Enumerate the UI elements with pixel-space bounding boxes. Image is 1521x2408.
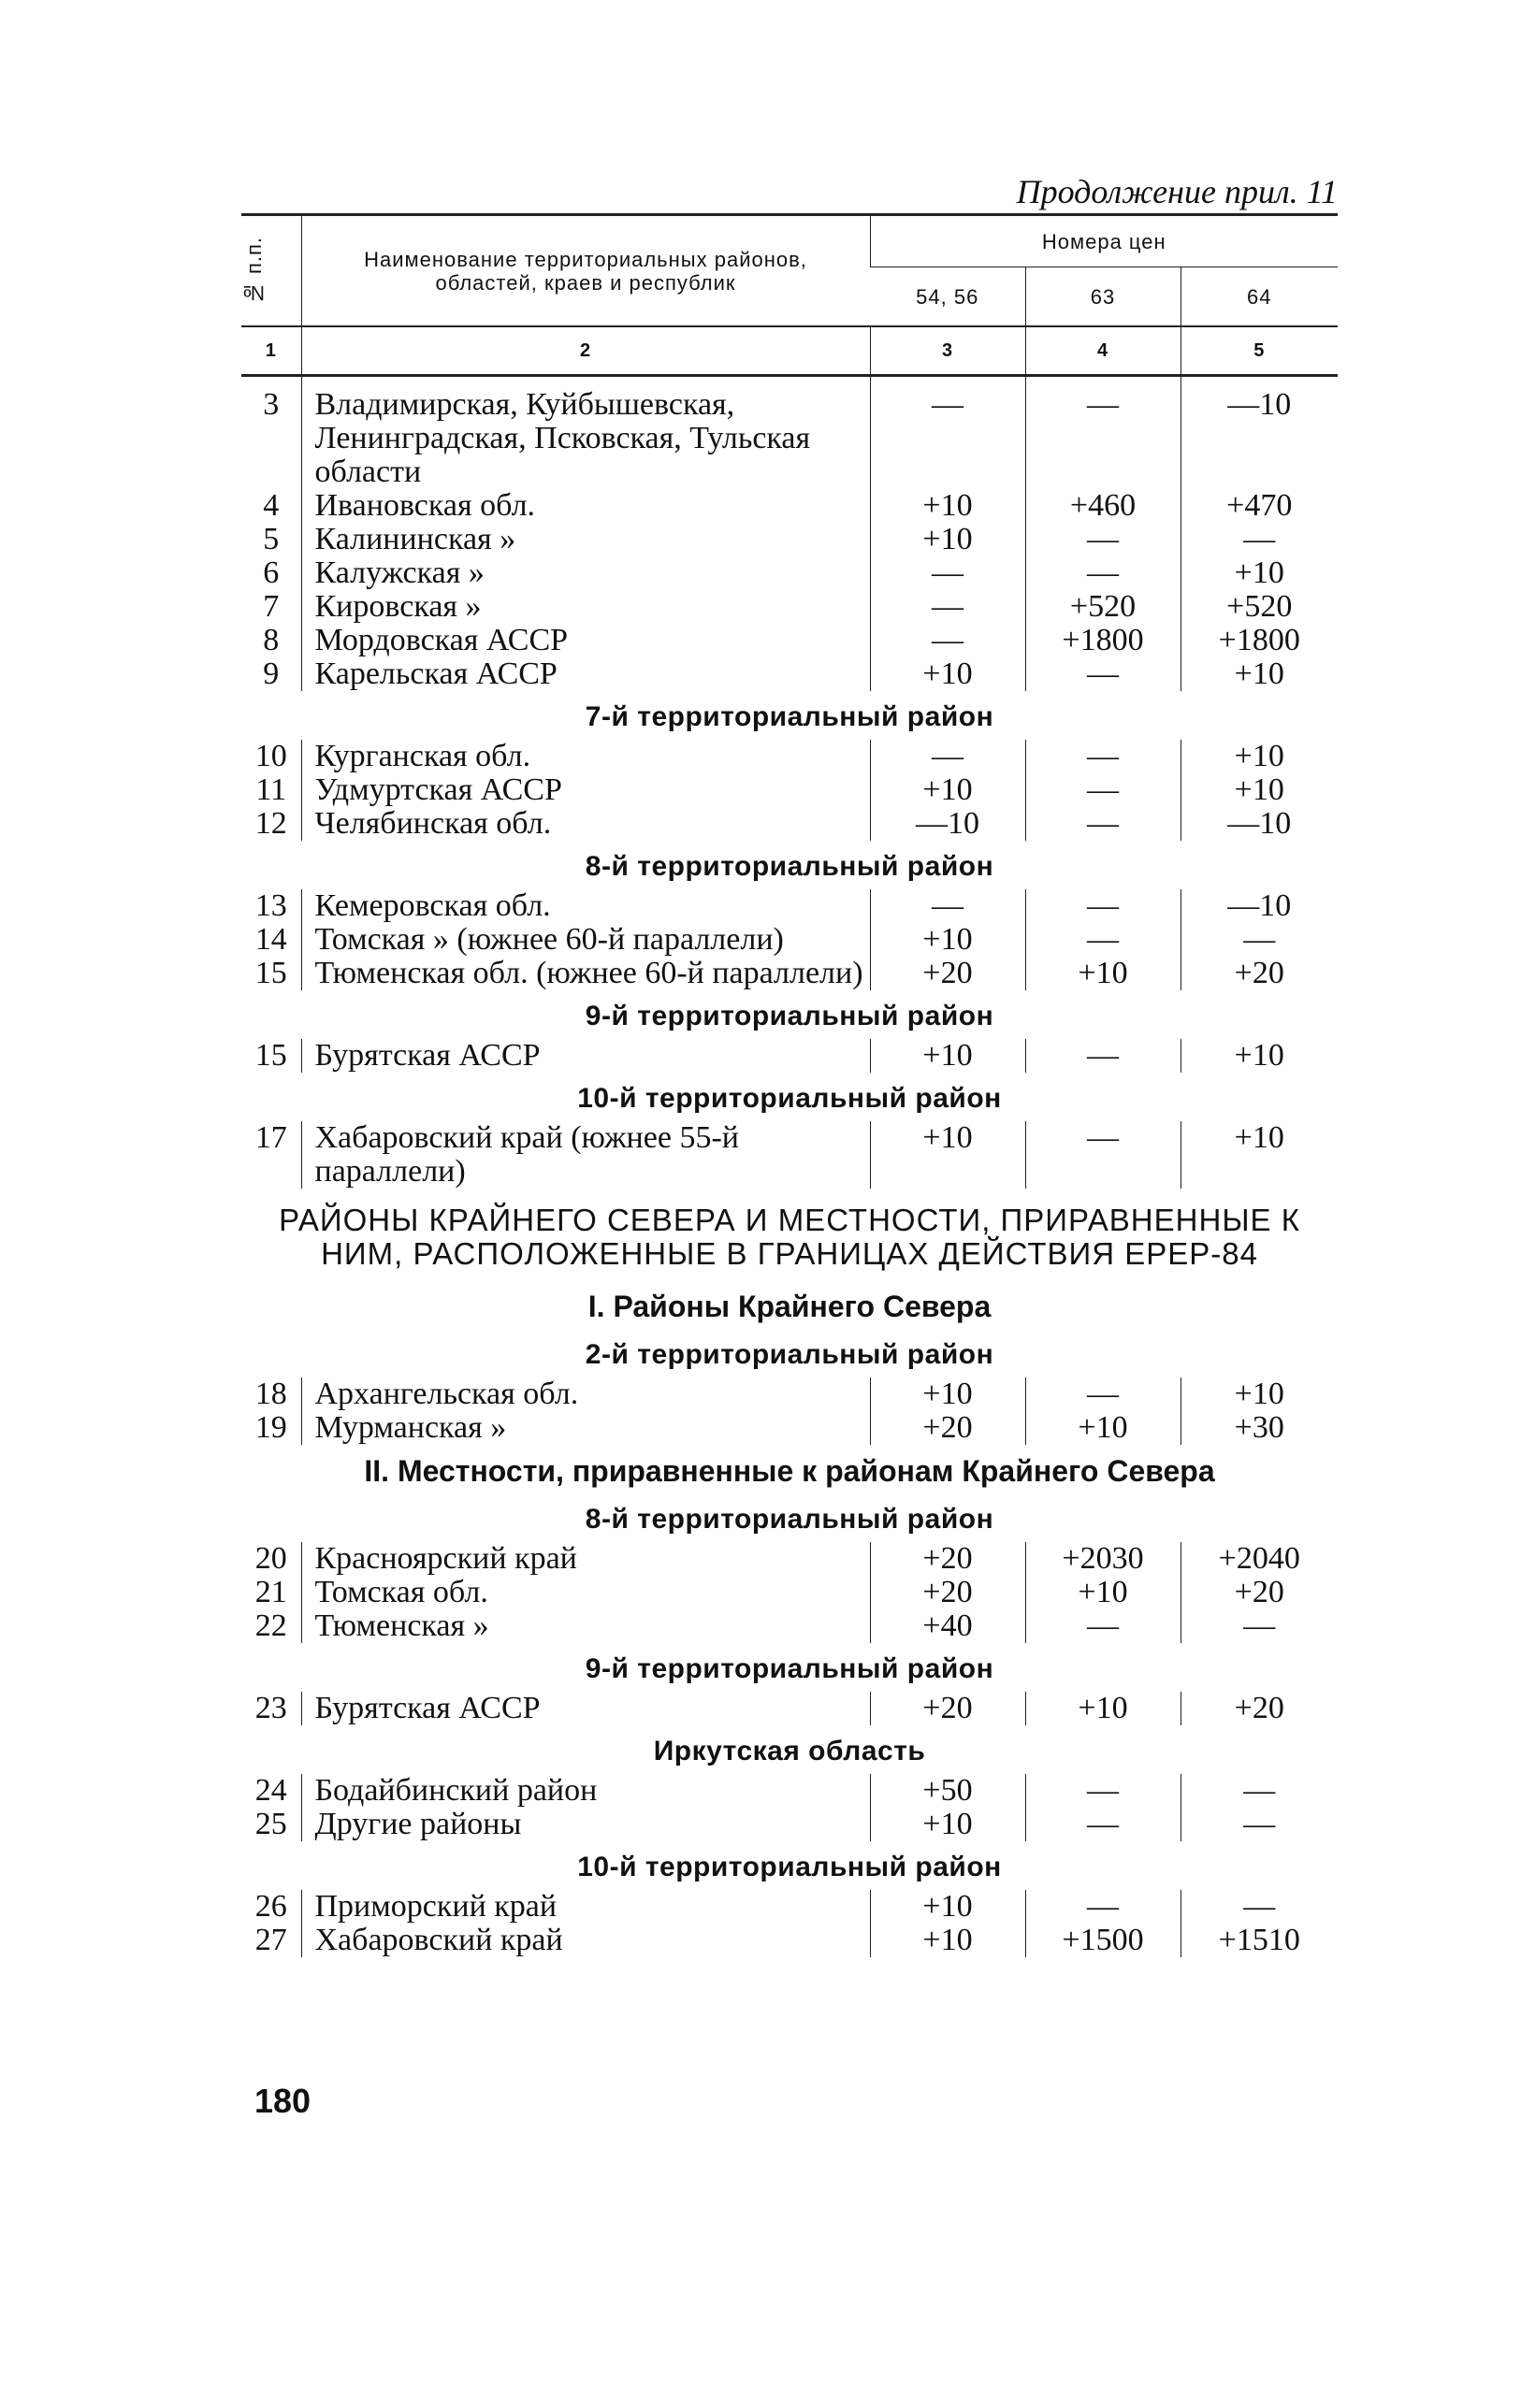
price-value-54-56: +50: [870, 1774, 1025, 1808]
section-row: [241, 1073, 1338, 1121]
price-value-63: —: [1025, 657, 1181, 691]
continuation-label: Продолжение прил. 11: [1016, 173, 1338, 210]
region-name: Хабаровский край (южнее 55-й параллели): [301, 1121, 870, 1189]
price-value-54-56: —: [870, 740, 1025, 773]
table-body: [241, 376, 1338, 1958]
region-name: Томская обл.: [301, 1576, 870, 1609]
table-row: [241, 1039, 1338, 1073]
price-value-64: +520: [1181, 590, 1338, 624]
table-row: [241, 807, 1338, 841]
price-adjustment-table: [241, 213, 1338, 1957]
price-value-63: —: [1025, 1890, 1181, 1924]
section-row: [241, 1841, 1338, 1890]
price-value-64: —: [1181, 523, 1338, 556]
region-name: Челябинская обл.: [301, 807, 870, 841]
price-value-54-56: +20: [870, 1411, 1025, 1445]
price-value-63: —: [1025, 1121, 1181, 1189]
table-row: [241, 523, 1338, 556]
section-row: [241, 990, 1338, 1039]
table-row: [241, 1609, 1338, 1643]
major-heading-row: [241, 1189, 1338, 1280]
price-value-54-56: —: [870, 889, 1025, 923]
price-value-54-56: +10: [870, 1039, 1025, 1073]
price-value-54-56: —: [870, 376, 1025, 490]
price-value-64: —: [1181, 1609, 1338, 1643]
price-value-54-56: +10: [870, 773, 1025, 807]
region-name: Мордовская АССР: [301, 624, 870, 657]
region-name: Томская » (южнее 60-й параллели): [301, 923, 870, 957]
section-heading: 9-й территориальный район: [585, 1001, 994, 1031]
row-number: 5: [263, 522, 280, 556]
section-row: [241, 1643, 1338, 1692]
region-name: Бодайбинский район: [301, 1774, 870, 1808]
row-number: 19: [254, 1410, 287, 1445]
price-value-64: +1800: [1181, 624, 1338, 657]
table-row: [241, 1411, 1338, 1445]
table-row: [241, 590, 1338, 624]
table-row: [241, 1121, 1338, 1189]
row-number: 13: [254, 888, 287, 923]
price-value-63: —: [1025, 773, 1181, 807]
page-number: 180: [254, 2082, 311, 2120]
region-name: Бурятская АССР: [301, 1039, 870, 1073]
header-index: 5: [1181, 326, 1338, 376]
price-value-64: +10: [1181, 1121, 1338, 1189]
price-value-63: —: [1025, 889, 1181, 923]
section-heading: 10-й территориальный район: [577, 1852, 1002, 1882]
section-row: [241, 841, 1338, 889]
price-value-63: —: [1025, 923, 1181, 957]
price-value-63: —: [1025, 1808, 1181, 1841]
price-value-54-56: +10: [870, 1890, 1025, 1924]
section-heading: 8-й территориальный район: [585, 1504, 994, 1535]
header-prices: Номера цен: [870, 215, 1338, 267]
row-number: 27: [254, 1923, 287, 1957]
price-value-64: —: [1181, 1774, 1338, 1808]
subheading-row: [241, 1280, 1338, 1329]
table-row: [241, 1576, 1338, 1609]
row-number: 4: [263, 488, 280, 523]
region-name: Удмуртская АССР: [301, 773, 870, 807]
price-value-64: +20: [1181, 957, 1338, 990]
region-name: Приморский край: [301, 1890, 870, 1924]
price-value-64: +20: [1181, 1692, 1338, 1725]
row-number: 7: [263, 589, 280, 624]
price-value-64: +470: [1181, 489, 1338, 523]
price-value-64: —10: [1181, 376, 1338, 490]
price-value-64: +1510: [1181, 1924, 1338, 1957]
price-value-63: —: [1025, 740, 1181, 773]
region-name: Архангельская обл.: [301, 1377, 870, 1411]
section-heading: 9-й территориальный район: [585, 1653, 994, 1684]
price-value-63: —: [1025, 1377, 1181, 1411]
region-name: Калининская »: [301, 523, 870, 556]
row-number: 24: [254, 1773, 287, 1808]
region-name: Красноярский край: [301, 1542, 870, 1576]
price-value-64: —10: [1181, 807, 1338, 841]
price-value-63: +520: [1025, 590, 1181, 624]
table-row: [241, 1542, 1338, 1576]
price-value-64: +10: [1181, 773, 1338, 807]
price-value-54-56: +20: [870, 1692, 1025, 1725]
price-value-64: —10: [1181, 889, 1338, 923]
price-value-54-56: +10: [870, 1924, 1025, 1957]
price-value-54-56: —: [870, 556, 1025, 590]
row-number: 17: [254, 1120, 287, 1155]
price-value-54-56: +10: [870, 1121, 1025, 1189]
table-row: [241, 1808, 1338, 1841]
price-value-64: +2040: [1181, 1542, 1338, 1576]
header-price-col: 64: [1181, 267, 1338, 327]
row-number: 26: [254, 1889, 287, 1924]
price-value-64: —: [1181, 1808, 1338, 1841]
table-row: [241, 556, 1338, 590]
region-name: Ивановская обл.: [301, 489, 870, 523]
price-value-63: +10: [1025, 1411, 1181, 1445]
table-row: [241, 1890, 1338, 1924]
price-value-54-56: —10: [870, 807, 1025, 841]
table-row: [241, 1377, 1338, 1411]
row-number: 14: [254, 922, 287, 957]
row-number: 10: [254, 739, 287, 773]
header-price-col: 63: [1025, 267, 1181, 327]
price-value-63: +1500: [1025, 1924, 1181, 1957]
header-index: 4: [1025, 326, 1181, 376]
table-row: [241, 957, 1338, 990]
price-value-64: —: [1181, 923, 1338, 957]
row-number: 12: [254, 806, 287, 841]
region-name: Тюменская »: [301, 1609, 870, 1643]
table-row: [241, 624, 1338, 657]
region-name: Кировская »: [301, 590, 870, 624]
row-number: 15: [254, 1038, 287, 1073]
row-number: 11: [255, 772, 287, 807]
region-name: Мурманская »: [301, 1411, 870, 1445]
price-value-64: +30: [1181, 1411, 1338, 1445]
table-row: [241, 1924, 1338, 1957]
row-number: 21: [254, 1575, 287, 1609]
subheading: I. Районы Крайнего Севера: [587, 1290, 992, 1323]
price-value-54-56: +10: [870, 1808, 1025, 1841]
region-name: Владимирская, Куйбышевская, Ленинградская, Псковская, Тульская области: [301, 376, 870, 490]
price-value-54-56: +40: [870, 1609, 1025, 1643]
section-heading: 2-й территориальный район: [585, 1339, 994, 1370]
price-value-64: +10: [1181, 740, 1338, 773]
price-value-54-56: +10: [870, 1377, 1025, 1411]
major-heading: РАЙОНЫ КРАЙНЕГО СЕВЕРА И МЕСТНОСТИ, ПРИРАВНЕННЫЕ К НИМ, РАСПОЛОЖЕННЫЕ В ГРАНИЦАХ ДЕЙСТВИЯ ЕРЕР-84: [279, 1203, 1300, 1271]
row-number: 9: [263, 656, 280, 691]
header-index: 1: [241, 326, 301, 376]
price-value-54-56: +10: [870, 923, 1025, 957]
price-value-63: —: [1025, 1039, 1181, 1073]
section-row: [241, 1493, 1338, 1542]
price-value-64: +10: [1181, 1039, 1338, 1073]
price-value-63: +1800: [1025, 624, 1181, 657]
section-heading: 10-й территориальный район: [577, 1083, 1002, 1114]
price-value-54-56: +10: [870, 657, 1025, 691]
row-number: 6: [263, 555, 280, 590]
price-value-54-56: +10: [870, 523, 1025, 556]
table-row: [241, 376, 1338, 490]
region-name: Кемеровская обл.: [301, 889, 870, 923]
row-number: 20: [254, 1541, 287, 1576]
section-row: [241, 1725, 1338, 1774]
price-value-63: +10: [1025, 1692, 1181, 1725]
header-price-col: 54, 56: [916, 284, 979, 309]
price-value-54-56: +20: [870, 957, 1025, 990]
table-row: [241, 923, 1338, 957]
header-number-cell: [241, 215, 301, 327]
row-number: 25: [254, 1807, 287, 1841]
price-value-54-56: +10: [870, 489, 1025, 523]
price-value-54-56: +20: [870, 1542, 1025, 1576]
section-heading: Иркутская область: [653, 1736, 926, 1766]
price-value-64: +10: [1181, 1377, 1338, 1411]
row-number: 18: [254, 1377, 287, 1411]
price-value-64: +10: [1181, 657, 1338, 691]
table-row: [241, 773, 1338, 807]
region-name: Хабаровский край: [301, 1924, 870, 1957]
header-index: 3: [870, 326, 1025, 376]
region-name: Карельская АССР: [301, 657, 870, 691]
header-index: 2: [301, 326, 870, 376]
price-value-63: +460: [1025, 489, 1181, 523]
row-number: 15: [254, 956, 287, 990]
region-name: Курганская обл.: [301, 740, 870, 773]
table-row: [241, 889, 1338, 923]
table-row: [241, 489, 1338, 523]
row-number: 8: [263, 623, 280, 657]
region-name: Бурятская АССР: [301, 1692, 870, 1725]
subheading: II. Местности, приравненные к районам Крайнего Севера: [364, 1454, 1215, 1488]
price-value-63: —: [1025, 523, 1181, 556]
row-number: 3: [263, 387, 280, 422]
price-value-64: —: [1181, 1890, 1338, 1924]
price-value-63: +2030: [1025, 1542, 1181, 1576]
table-row: [241, 1692, 1338, 1725]
price-value-64: +20: [1181, 1576, 1338, 1609]
region-name: Калужская »: [301, 556, 870, 590]
table-row: [241, 740, 1338, 773]
table-row: [241, 657, 1338, 691]
price-value-63: —: [1025, 1609, 1181, 1643]
section-row: [241, 1329, 1338, 1377]
price-value-63: —: [1025, 1774, 1181, 1808]
section-heading: 7-й территориальный район: [585, 701, 994, 732]
row-number: 22: [254, 1608, 287, 1643]
price-value-63: +10: [1025, 957, 1181, 990]
price-value-63: —: [1025, 807, 1181, 841]
region-name: Тюменская обл. (южнее 60-й параллели): [301, 957, 870, 990]
price-value-63: +10: [1025, 1576, 1181, 1609]
section-heading: 8-й территориальный район: [585, 851, 994, 882]
section-row: [241, 691, 1338, 740]
price-value-54-56: —: [870, 624, 1025, 657]
header-name: Наименование территориальных районов, областей, краев и республик: [301, 215, 870, 327]
price-value-64: +10: [1181, 556, 1338, 590]
price-value-63: —: [1025, 376, 1181, 490]
row-number: 23: [254, 1691, 287, 1725]
subheading-row: [241, 1445, 1338, 1493]
table-row: [241, 1774, 1338, 1808]
price-value-63: —: [1025, 556, 1181, 590]
price-value-54-56: —: [870, 590, 1025, 624]
region-name: Другие районы: [301, 1808, 870, 1841]
header-number: № п.п.: [242, 236, 266, 306]
price-value-54-56: +20: [870, 1576, 1025, 1609]
